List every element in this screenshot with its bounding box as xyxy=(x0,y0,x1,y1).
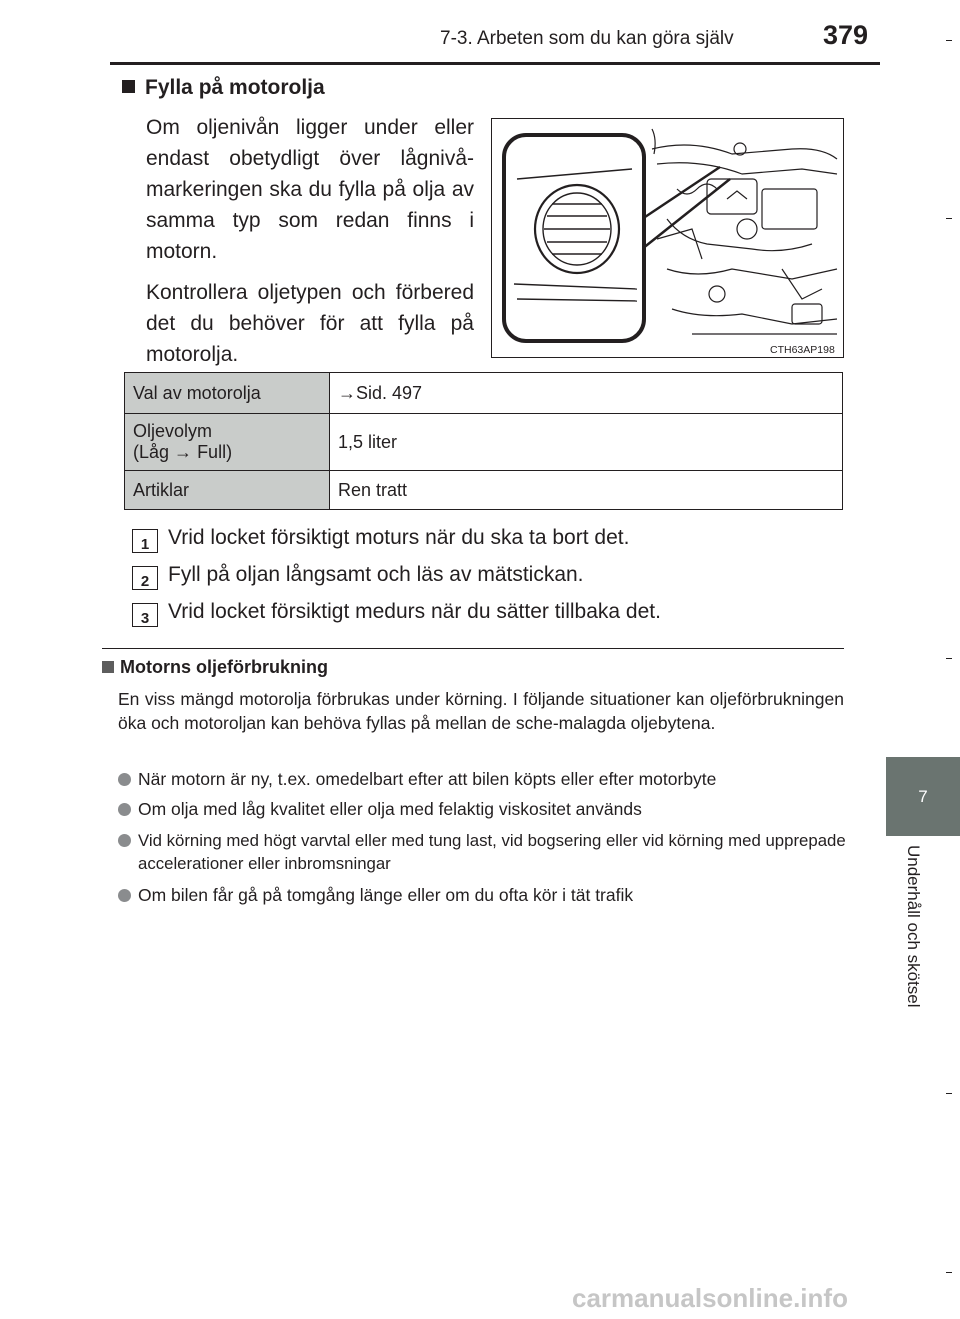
step-text: Vrid locket försiktigt moturs när du ska ta bort det. xyxy=(168,526,630,549)
oil-specs-table xyxy=(124,372,843,510)
table-key: Val av motorolja xyxy=(125,373,330,414)
step-1 xyxy=(132,526,629,553)
oil-filler-cap-illustration xyxy=(491,118,844,358)
square-bullet-icon xyxy=(122,80,135,93)
square-bullet-icon xyxy=(102,661,114,673)
table-key-line1: Oljevolym xyxy=(133,421,213,441)
crop-mark xyxy=(946,1272,952,1273)
crop-mark xyxy=(946,218,952,219)
watermark: carmanualsonline.info xyxy=(572,1283,848,1313)
fill-oil-heading xyxy=(122,76,325,100)
table-value xyxy=(330,373,843,414)
bullet-dot-icon xyxy=(118,889,131,902)
chapter-title: Underhåll och skötsel xyxy=(904,845,923,1008)
step-number-badge: 2 xyxy=(132,566,158,590)
bullet-text: Om bilen får gå på tomgång länge eller om du ofta kör i tät trafik xyxy=(138,885,634,905)
table-value: Ren tratt xyxy=(330,471,843,510)
table-row xyxy=(125,373,843,414)
table-key: Artiklar xyxy=(125,471,330,510)
table-row xyxy=(125,471,843,510)
step-text: Vrid locket försiktigt medurs när du sätter tillbaka det. xyxy=(168,600,661,623)
section-header: 7-3. Arbeten som du kan göra själv xyxy=(440,28,734,49)
bullet-dot-icon xyxy=(118,803,131,816)
table-key-line2-start: (Låg xyxy=(133,442,170,462)
crop-mark xyxy=(946,658,952,659)
chapter-tab: 7 xyxy=(886,757,960,836)
bullet-text: Vid körning med högt varvtal eller med tung last, vid bogsering eller vid körning med upprepade accelerationer eller inbromsningar xyxy=(138,831,846,873)
table-key xyxy=(125,414,330,471)
step-3 xyxy=(132,600,661,627)
crop-mark xyxy=(946,1093,952,1094)
header-rule xyxy=(110,62,880,65)
bullet-dot-icon xyxy=(118,834,131,847)
consumption-heading-text: Motorns oljeförbrukning xyxy=(120,657,328,677)
consumption-heading xyxy=(102,657,328,678)
arrow-right-icon: → xyxy=(338,382,356,403)
section-divider xyxy=(102,648,844,649)
table-row xyxy=(125,414,843,471)
step-2 xyxy=(132,563,584,590)
bullet-text: När motorn är ny, t.ex. omedelbart efter att bilen köpts eller efter motorbyte xyxy=(138,769,717,789)
crop-mark xyxy=(946,40,952,41)
page-number: 379 xyxy=(823,20,869,50)
fill-oil-heading-text: Fylla på motorolja xyxy=(145,76,325,99)
table-key-line2-end: Full) xyxy=(197,442,233,462)
table-value: 1,5 liter xyxy=(330,414,843,471)
step-number-badge: 1 xyxy=(132,529,158,553)
intro-paragraph-2: Kontrollera oljetypen och förbered det du behöver för att fylla på motorolja. xyxy=(146,281,474,366)
intro-text xyxy=(146,112,474,380)
bullet-text: Om olja med låg kvalitet eller olja med felaktig viskositet används xyxy=(138,799,642,819)
bullet-item xyxy=(118,884,844,907)
page-reference-link[interactable]: Sid. 497 xyxy=(356,382,423,403)
bullet-item xyxy=(118,829,864,875)
illustration-code: CTH63AP198 xyxy=(770,344,835,356)
step-text: Fyll på oljan långsamt och läs av mätstickan. xyxy=(168,563,584,586)
consumption-paragraph: En viss mängd motorolja förbrukas under körning. I följande situationer kan oljeförbrukningen öka och motoroljan kan behöva fyllas på mellan de sche-malagda oljebytena. xyxy=(118,689,844,733)
bullet-dot-icon xyxy=(118,773,131,786)
intro-paragraph-1: Om oljenivån ligger under eller endast obetydligt över lågnivå-markeringen ska du fylla på olja av samma typ som redan finns i motorn. xyxy=(146,116,474,263)
bullet-item xyxy=(118,798,844,821)
engine-bay-drawing xyxy=(492,119,843,357)
bullet-item xyxy=(118,768,844,791)
arrow-right-icon: → xyxy=(174,442,193,462)
step-number-badge: 3 xyxy=(132,603,158,627)
